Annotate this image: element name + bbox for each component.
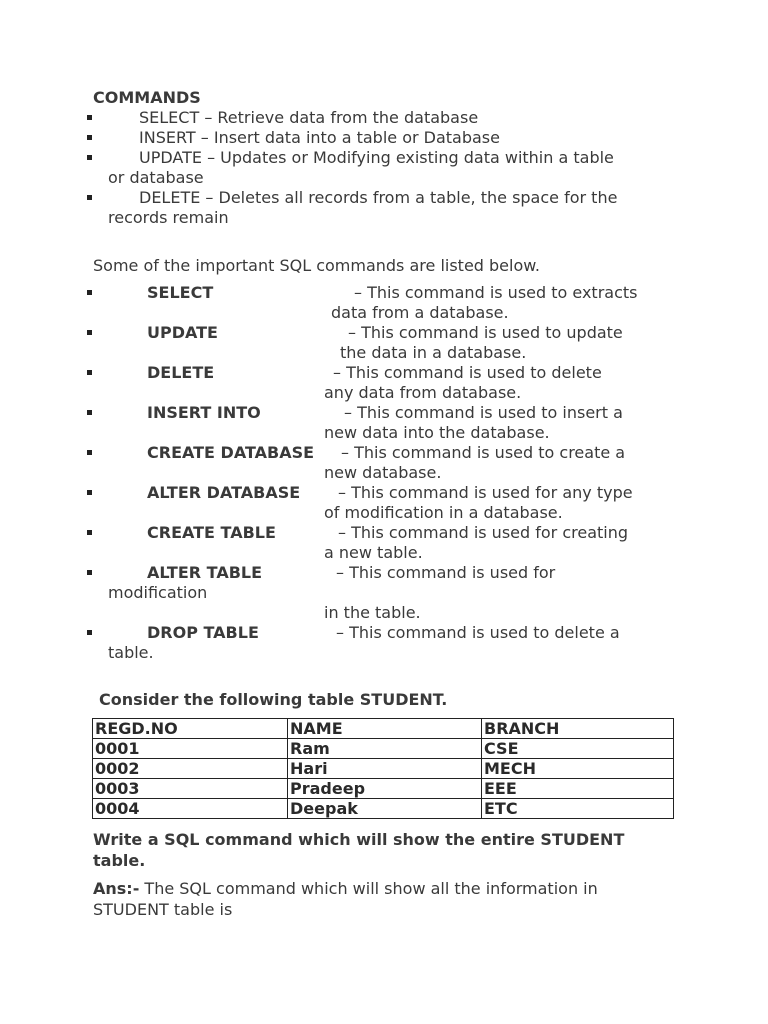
answer-text-continued: STUDENT table is [93,900,233,919]
table-cell: CSE [482,739,674,759]
answer-line: The SQL command which will show all the information in [139,879,598,898]
sql-command-desc: – This command is used to extracts [354,283,638,302]
sql-command-name: UPDATE [147,323,218,342]
table-header-row [93,719,674,739]
table-cell: Deepak [288,799,482,819]
sql-command-name: CREATE DATABASE [147,443,315,462]
command-item: INSERT – Insert data into a table or Database [139,128,500,147]
student-table [92,718,674,819]
sql-command-desc: – This command is used to create a [341,443,626,462]
bullet-icon [87,490,92,495]
sql-command-name: SELECT [147,283,214,302]
table-cell: Ram [288,739,482,759]
bullet-icon [87,155,92,160]
sql-command-desc: a new table. [324,543,423,562]
table-cell: ETC [482,799,674,819]
sql-command-desc: – This command is used for any type [338,483,633,502]
bullet-icon [87,115,92,120]
sql-command-desc: – This command is used to insert a [344,403,623,422]
table-row [93,759,674,779]
sql-command-desc: new data into the database. [324,423,550,442]
bullet-icon [87,135,92,140]
sql-command-desc: any data from database. [324,383,522,402]
table-cell: EEE [482,779,674,799]
bullet-icon [87,410,92,415]
table-header-cell: BRANCH [482,719,674,739]
sql-command-desc: data from a database. [331,303,509,322]
bullet-icon [87,330,92,335]
table-row [93,739,674,759]
answer-text [93,879,598,899]
sql-command-desc: modification [108,583,208,602]
bullet-icon [87,370,92,375]
bullet-icon [87,195,92,200]
table-cell: Pradeep [288,779,482,799]
sql-command-desc: – This command is used for creating [338,523,629,542]
sql-command-desc: of modification in a database. [324,503,563,522]
table-header-cell: NAME [288,719,482,739]
question-text: Write a SQL command which will show the entire STUDENT [93,830,625,849]
sql-command-desc: – This command is used to delete a [336,623,620,642]
table-cell: 0003 [93,779,288,799]
command-item-continued: or database [108,168,204,187]
bullet-icon [87,630,92,635]
sql-command-desc: table. [108,643,154,662]
command-item: DELETE – Deletes all records from a table, the space for the [139,188,618,207]
bullet-icon [87,570,92,575]
sql-command-desc: – This command is used for [336,563,556,582]
table-cell: 0004 [93,799,288,819]
table-cell: Hari [288,759,482,779]
bullet-icon [87,290,92,295]
command-item: UPDATE – Updates or Modifying existing data within a table [139,148,614,167]
sql-command-name: ALTER DATABASE [147,483,301,502]
intro-text: Some of the important SQL commands are listed below. [93,256,540,275]
table-cell: 0002 [93,759,288,779]
sql-command-name: DELETE [147,363,215,382]
command-item-continued: records remain [108,208,229,227]
sql-command-desc: – This command is used to update [348,323,623,342]
sql-command-name: CREATE TABLE [147,523,276,542]
table-header-cell: REGD.NO [93,719,288,739]
answer-label: Ans:- [93,879,140,898]
sql-command-desc: the data in a database. [340,343,527,362]
bullet-icon [87,530,92,535]
table-intro: Consider the following table STUDENT. [99,690,448,709]
table-cell: MECH [482,759,674,779]
table-row [93,779,674,799]
bullet-icon [87,450,92,455]
sql-command-desc: new database. [324,463,442,482]
sql-command-name: ALTER TABLE [147,563,263,582]
table-cell: 0001 [93,739,288,759]
command-item: SELECT – Retrieve data from the database [139,108,479,127]
sql-command-name: DROP TABLE [147,623,259,642]
question-text-continued: table. [93,851,146,870]
table-row [93,799,674,819]
commands-heading: COMMANDS [93,88,201,107]
sql-command-desc: in the table. [324,603,421,622]
sql-command-name: INSERT INTO [147,403,261,422]
sql-command-desc: – This command is used to delete [333,363,602,382]
